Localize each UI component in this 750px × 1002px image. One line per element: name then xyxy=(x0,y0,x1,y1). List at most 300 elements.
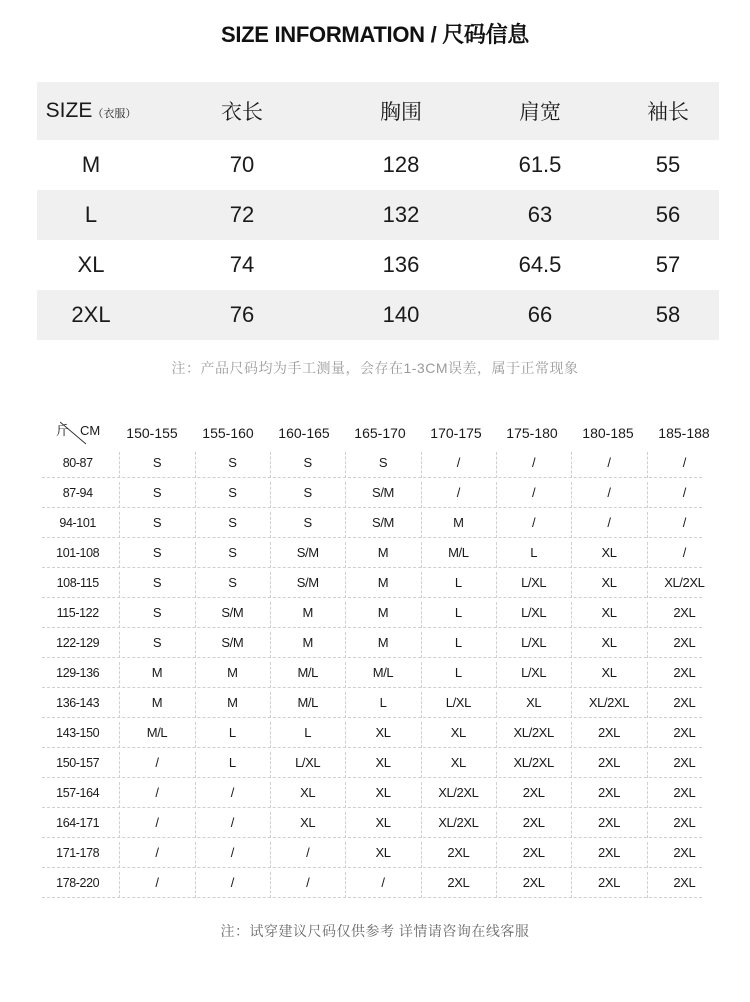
column-divider xyxy=(270,662,271,688)
size-table-row xyxy=(37,240,719,290)
recommended-size: L xyxy=(496,538,571,568)
recommended-size: / xyxy=(345,868,420,898)
weight-range-label: 101-108 xyxy=(56,546,100,560)
recommended-size: S/M xyxy=(345,478,420,508)
recommended-size: L/XL xyxy=(496,568,571,598)
recommended-size: 2XL xyxy=(647,778,722,808)
recommended-size: XL/2XL xyxy=(421,778,496,808)
recommended-size: / xyxy=(195,778,270,808)
row-divider xyxy=(42,897,702,898)
weight-range-label: 157-164 xyxy=(56,786,100,800)
recommended-size: L xyxy=(421,598,496,628)
column-divider xyxy=(345,452,346,478)
recommended-size: XL xyxy=(345,778,420,808)
weight-range-label: 108-115 xyxy=(56,576,99,590)
recommended-size: S xyxy=(119,448,194,478)
column-divider xyxy=(119,452,120,478)
column-divider xyxy=(571,842,572,868)
column-divider xyxy=(270,482,271,508)
column-divider xyxy=(421,722,422,748)
recommended-size: XL xyxy=(571,658,646,688)
header-length: 衣长 xyxy=(221,101,263,124)
height-range-header: 150-155 xyxy=(126,425,178,441)
column-divider xyxy=(421,482,422,508)
column-divider xyxy=(195,842,196,868)
guide-row xyxy=(42,778,722,808)
column-divider xyxy=(421,572,422,598)
recommended-size: 2XL xyxy=(647,748,722,778)
recommended-size: M xyxy=(345,628,420,658)
recommended-size: M xyxy=(195,688,270,718)
column-divider xyxy=(119,812,120,838)
recommended-size: S/M xyxy=(345,508,420,538)
column-divider xyxy=(270,722,271,748)
column-divider xyxy=(647,572,648,598)
guide-row xyxy=(42,568,722,598)
size-value: 128 xyxy=(382,152,420,177)
column-divider xyxy=(345,542,346,568)
corner-weight-label: 斤 xyxy=(56,423,70,438)
advice-note: 注：试穿建议尺码仅供参考 详情请咨询在线客服 xyxy=(220,923,530,939)
recommended-size: L xyxy=(195,748,270,778)
recommended-size: L xyxy=(345,688,420,718)
column-divider xyxy=(421,782,422,808)
recommended-size: M xyxy=(195,658,270,688)
recommended-size: XL xyxy=(270,778,345,808)
recommended-size: S xyxy=(119,508,194,538)
recommended-size: 2XL xyxy=(496,838,571,868)
column-divider xyxy=(345,692,346,718)
column-divider xyxy=(195,662,196,688)
recommended-size: / xyxy=(270,838,345,868)
recommended-size: S xyxy=(270,448,345,478)
column-divider xyxy=(571,692,572,718)
guide-row xyxy=(42,838,722,868)
column-divider xyxy=(345,512,346,538)
column-divider xyxy=(571,512,572,538)
size-label: M xyxy=(81,152,101,177)
recommended-size: M/L xyxy=(345,658,420,688)
column-divider xyxy=(270,872,271,898)
column-divider xyxy=(195,752,196,778)
size-value: 76 xyxy=(229,302,255,327)
recommended-size: 2XL xyxy=(647,838,722,868)
recommended-size: S xyxy=(195,538,270,568)
weight-range-label: 94-101 xyxy=(59,516,96,530)
column-divider xyxy=(496,512,497,538)
column-divider xyxy=(270,812,271,838)
recommended-size: M/L xyxy=(119,718,194,748)
column-divider xyxy=(421,512,422,538)
guide-row xyxy=(42,508,722,538)
size-value: 74 xyxy=(229,252,255,277)
recommended-size: / xyxy=(119,868,194,898)
size-value: 58 xyxy=(655,302,681,327)
size-value: 64.5 xyxy=(518,252,562,277)
recommended-size: / xyxy=(647,508,722,538)
recommended-size: M/L xyxy=(421,538,496,568)
column-divider xyxy=(270,602,271,628)
column-divider xyxy=(571,752,572,778)
column-divider xyxy=(119,542,120,568)
column-divider xyxy=(571,782,572,808)
recommended-size: 2XL xyxy=(647,688,722,718)
recommended-size: L xyxy=(270,718,345,748)
recommended-size: / xyxy=(270,868,345,898)
recommended-size: / xyxy=(421,448,496,478)
column-divider xyxy=(270,692,271,718)
recommended-size: / xyxy=(195,838,270,868)
recommended-size: / xyxy=(496,448,571,478)
guide-row xyxy=(42,448,722,478)
column-divider xyxy=(345,482,346,508)
column-divider xyxy=(421,752,422,778)
column-divider xyxy=(647,872,648,898)
weight-range-label: 129-136 xyxy=(56,666,100,680)
recommended-size: L xyxy=(195,718,270,748)
recommended-size: / xyxy=(119,808,194,838)
recommended-size: S xyxy=(195,478,270,508)
column-divider xyxy=(496,692,497,718)
column-divider xyxy=(119,842,120,868)
size-label: L xyxy=(84,202,98,227)
column-divider xyxy=(119,602,120,628)
corner-height-label: CM xyxy=(80,423,101,438)
height-range-header: 180-185 xyxy=(582,425,634,441)
column-divider xyxy=(345,602,346,628)
column-divider xyxy=(496,602,497,628)
size-label: 2XL xyxy=(71,302,111,327)
column-divider xyxy=(119,662,120,688)
column-divider xyxy=(345,632,346,658)
size-value: 136 xyxy=(382,252,420,277)
recommended-size: 2XL xyxy=(571,868,646,898)
recommended-size: L xyxy=(421,658,496,688)
column-divider xyxy=(119,752,120,778)
recommended-size: XL/2XL xyxy=(496,748,571,778)
recommended-size: S xyxy=(119,628,194,658)
recommended-size: S xyxy=(195,448,270,478)
recommended-size: / xyxy=(647,448,722,478)
recommended-size: S xyxy=(345,448,420,478)
recommended-size: / xyxy=(195,868,270,898)
weight-range-label: 87-94 xyxy=(62,486,93,500)
column-divider xyxy=(195,452,196,478)
recommended-size: S/M xyxy=(195,628,270,658)
column-divider xyxy=(195,722,196,748)
column-divider xyxy=(647,602,648,628)
recommended-size: L/XL xyxy=(496,658,571,688)
column-divider xyxy=(571,572,572,598)
column-divider xyxy=(195,812,196,838)
column-divider xyxy=(496,662,497,688)
guide-header-row xyxy=(42,418,722,448)
weight-range-label: 150-157 xyxy=(56,756,100,770)
guide-row xyxy=(42,718,722,748)
column-divider xyxy=(119,692,120,718)
height-range-header: 160-165 xyxy=(278,425,330,441)
weight-range-label: 80-87 xyxy=(62,456,93,470)
column-divider xyxy=(119,482,120,508)
column-divider xyxy=(647,782,648,808)
column-divider xyxy=(647,632,648,658)
size-header-sub: （衣服） xyxy=(92,108,137,120)
recommended-size: 2XL xyxy=(571,808,646,838)
recommended-size: / xyxy=(496,508,571,538)
size-value: 70 xyxy=(229,152,255,177)
guide-corner xyxy=(42,418,114,448)
recommended-size: 2XL xyxy=(647,868,722,898)
recommended-size: / xyxy=(421,478,496,508)
column-divider xyxy=(496,872,497,898)
column-divider xyxy=(571,722,572,748)
column-divider xyxy=(270,842,271,868)
weight-range-label: 143-150 xyxy=(56,726,100,740)
guide-row xyxy=(42,598,722,628)
page-title: SIZE INFORMATION / 尺码信息 xyxy=(220,22,530,47)
column-divider xyxy=(571,602,572,628)
recommended-size: M xyxy=(345,538,420,568)
header-shoulder: 肩宽 xyxy=(519,101,561,124)
column-divider xyxy=(421,452,422,478)
size-header-cell xyxy=(37,99,145,123)
column-divider xyxy=(345,842,346,868)
recommended-size: / xyxy=(119,748,194,778)
column-divider xyxy=(496,572,497,598)
column-divider xyxy=(571,452,572,478)
recommended-size: 2XL xyxy=(421,868,496,898)
recommended-size: / xyxy=(195,808,270,838)
weight-range-label: 136-143 xyxy=(56,696,100,710)
column-divider xyxy=(119,722,120,748)
weight-range-label: 115-122 xyxy=(56,606,99,620)
recommended-size: XL xyxy=(345,748,420,778)
recommended-size: XL xyxy=(421,718,496,748)
column-divider xyxy=(421,662,422,688)
column-divider xyxy=(119,872,120,898)
column-divider xyxy=(345,872,346,898)
recommended-size: / xyxy=(647,478,722,508)
recommended-size: XL xyxy=(571,628,646,658)
column-divider xyxy=(270,542,271,568)
guide-row xyxy=(42,868,722,898)
recommended-size: M xyxy=(270,628,345,658)
column-divider xyxy=(647,542,648,568)
weight-range-label: 171-178 xyxy=(56,846,100,860)
size-header-label: SIZE xyxy=(45,99,93,122)
size-value: 61.5 xyxy=(518,152,562,177)
column-divider xyxy=(421,812,422,838)
recommended-size: M xyxy=(270,598,345,628)
recommended-size: 2XL xyxy=(647,808,722,838)
recommended-size: S xyxy=(119,598,194,628)
height-range-header: 175-180 xyxy=(506,425,558,441)
recommended-size: 2XL xyxy=(571,778,646,808)
column-divider xyxy=(647,722,648,748)
column-divider xyxy=(195,602,196,628)
recommended-size: S/M xyxy=(270,568,345,598)
recommended-size: L/XL xyxy=(421,688,496,718)
column-divider xyxy=(345,812,346,838)
size-value: 140 xyxy=(382,302,420,327)
column-divider xyxy=(270,632,271,658)
recommended-size: 2XL xyxy=(647,658,722,688)
column-divider xyxy=(345,782,346,808)
column-divider xyxy=(421,872,422,898)
column-divider xyxy=(195,512,196,538)
recommended-size: M/L xyxy=(270,688,345,718)
size-value: 55 xyxy=(655,152,681,177)
column-divider xyxy=(571,482,572,508)
height-range-header: 185-188 xyxy=(658,425,710,441)
column-divider xyxy=(195,632,196,658)
recommended-size: M xyxy=(421,508,496,538)
recommended-size: XL/2XL xyxy=(496,718,571,748)
column-divider xyxy=(571,662,572,688)
column-divider xyxy=(647,752,648,778)
guide-row xyxy=(42,688,722,718)
size-value: 132 xyxy=(382,202,420,227)
column-divider xyxy=(496,542,497,568)
size-table-header xyxy=(37,82,719,140)
height-range-header: 170-175 xyxy=(430,425,482,441)
size-value: 66 xyxy=(527,302,553,327)
recommended-size: 2XL xyxy=(496,808,571,838)
column-divider xyxy=(421,542,422,568)
recommended-size: S xyxy=(270,508,345,538)
guide-row xyxy=(42,478,722,508)
recommended-size: L/XL xyxy=(270,748,345,778)
column-divider xyxy=(421,692,422,718)
column-divider xyxy=(345,752,346,778)
recommended-size: 2XL xyxy=(421,838,496,868)
recommended-size: 2XL xyxy=(496,778,571,808)
column-divider xyxy=(345,662,346,688)
column-divider xyxy=(647,662,648,688)
weight-range-label: 122-129 xyxy=(56,636,100,650)
recommended-size: S/M xyxy=(195,598,270,628)
column-divider xyxy=(496,482,497,508)
header-chest: 胸围 xyxy=(380,101,422,124)
column-divider xyxy=(496,842,497,868)
column-divider xyxy=(496,812,497,838)
recommended-size: M xyxy=(345,598,420,628)
recommended-size: XL xyxy=(571,568,646,598)
weight-range-label: 178-220 xyxy=(56,876,100,890)
recommended-size: 2XL xyxy=(571,718,646,748)
column-divider xyxy=(270,452,271,478)
recommended-size: / xyxy=(647,538,722,568)
recommended-size: M xyxy=(119,658,194,688)
recommended-size: S xyxy=(119,568,194,598)
column-divider xyxy=(571,542,572,568)
column-divider xyxy=(421,632,422,658)
size-table-row xyxy=(37,290,719,340)
size-label: XL xyxy=(77,252,105,277)
recommended-size: L xyxy=(421,628,496,658)
recommended-size: XL xyxy=(345,808,420,838)
recommended-size: 2XL xyxy=(571,748,646,778)
guide-row xyxy=(42,748,722,778)
recommended-size: / xyxy=(119,838,194,868)
recommended-size: 2XL xyxy=(647,718,722,748)
recommended-size: XL/2XL xyxy=(421,808,496,838)
column-divider xyxy=(119,512,120,538)
recommended-size: XL xyxy=(345,718,420,748)
column-divider xyxy=(421,602,422,628)
guide-row xyxy=(42,538,722,568)
guide-row xyxy=(42,628,722,658)
column-divider xyxy=(496,632,497,658)
column-divider xyxy=(195,782,196,808)
column-divider xyxy=(270,572,271,598)
recommended-size: S xyxy=(270,478,345,508)
column-divider xyxy=(647,842,648,868)
column-divider xyxy=(647,812,648,838)
size-value: 63 xyxy=(527,202,553,227)
recommended-size: L/XL xyxy=(496,628,571,658)
measurement-note: 注：产品尺码均为手工测量，会存在1-3CM误差，属于正常现象 xyxy=(171,360,579,376)
header-sleeve: 袖长 xyxy=(647,101,689,124)
size-value: 57 xyxy=(655,252,681,277)
column-divider xyxy=(195,692,196,718)
column-divider xyxy=(195,542,196,568)
recommended-size: 2XL xyxy=(647,598,722,628)
recommended-size: M xyxy=(345,568,420,598)
column-divider xyxy=(421,842,422,868)
column-divider xyxy=(571,872,572,898)
recommended-size: XL xyxy=(571,598,646,628)
recommended-size: S xyxy=(195,508,270,538)
recommended-size: XL xyxy=(421,748,496,778)
recommended-size: XL xyxy=(345,838,420,868)
height-range-header: 155-160 xyxy=(202,425,254,441)
guide-row xyxy=(42,808,722,838)
recommended-size: XL xyxy=(496,688,571,718)
recommended-size: XL/2XL xyxy=(647,568,722,598)
recommended-size: / xyxy=(571,448,646,478)
recommended-size: M/L xyxy=(270,658,345,688)
column-divider xyxy=(496,752,497,778)
column-divider xyxy=(119,632,120,658)
size-guide-grid xyxy=(42,418,722,898)
column-divider xyxy=(345,572,346,598)
column-divider xyxy=(496,782,497,808)
recommended-size: / xyxy=(571,508,646,538)
recommended-size: XL xyxy=(270,808,345,838)
size-value: 72 xyxy=(229,202,255,227)
recommended-size: 2XL xyxy=(571,838,646,868)
recommended-size: XL/2XL xyxy=(571,688,646,718)
recommended-size: 2XL xyxy=(647,628,722,658)
column-divider xyxy=(270,752,271,778)
column-divider xyxy=(270,782,271,808)
column-divider xyxy=(647,512,648,538)
column-divider xyxy=(647,482,648,508)
size-table-row xyxy=(37,140,719,190)
column-divider xyxy=(119,572,120,598)
recommended-size: L/XL xyxy=(496,598,571,628)
recommended-size: M xyxy=(119,688,194,718)
column-divider xyxy=(496,452,497,478)
height-range-header: 165-170 xyxy=(354,425,406,441)
column-divider xyxy=(647,692,648,718)
recommended-size: S xyxy=(195,568,270,598)
column-divider xyxy=(119,782,120,808)
recommended-size: XL xyxy=(571,538,646,568)
size-table xyxy=(37,82,719,340)
column-divider xyxy=(571,632,572,658)
